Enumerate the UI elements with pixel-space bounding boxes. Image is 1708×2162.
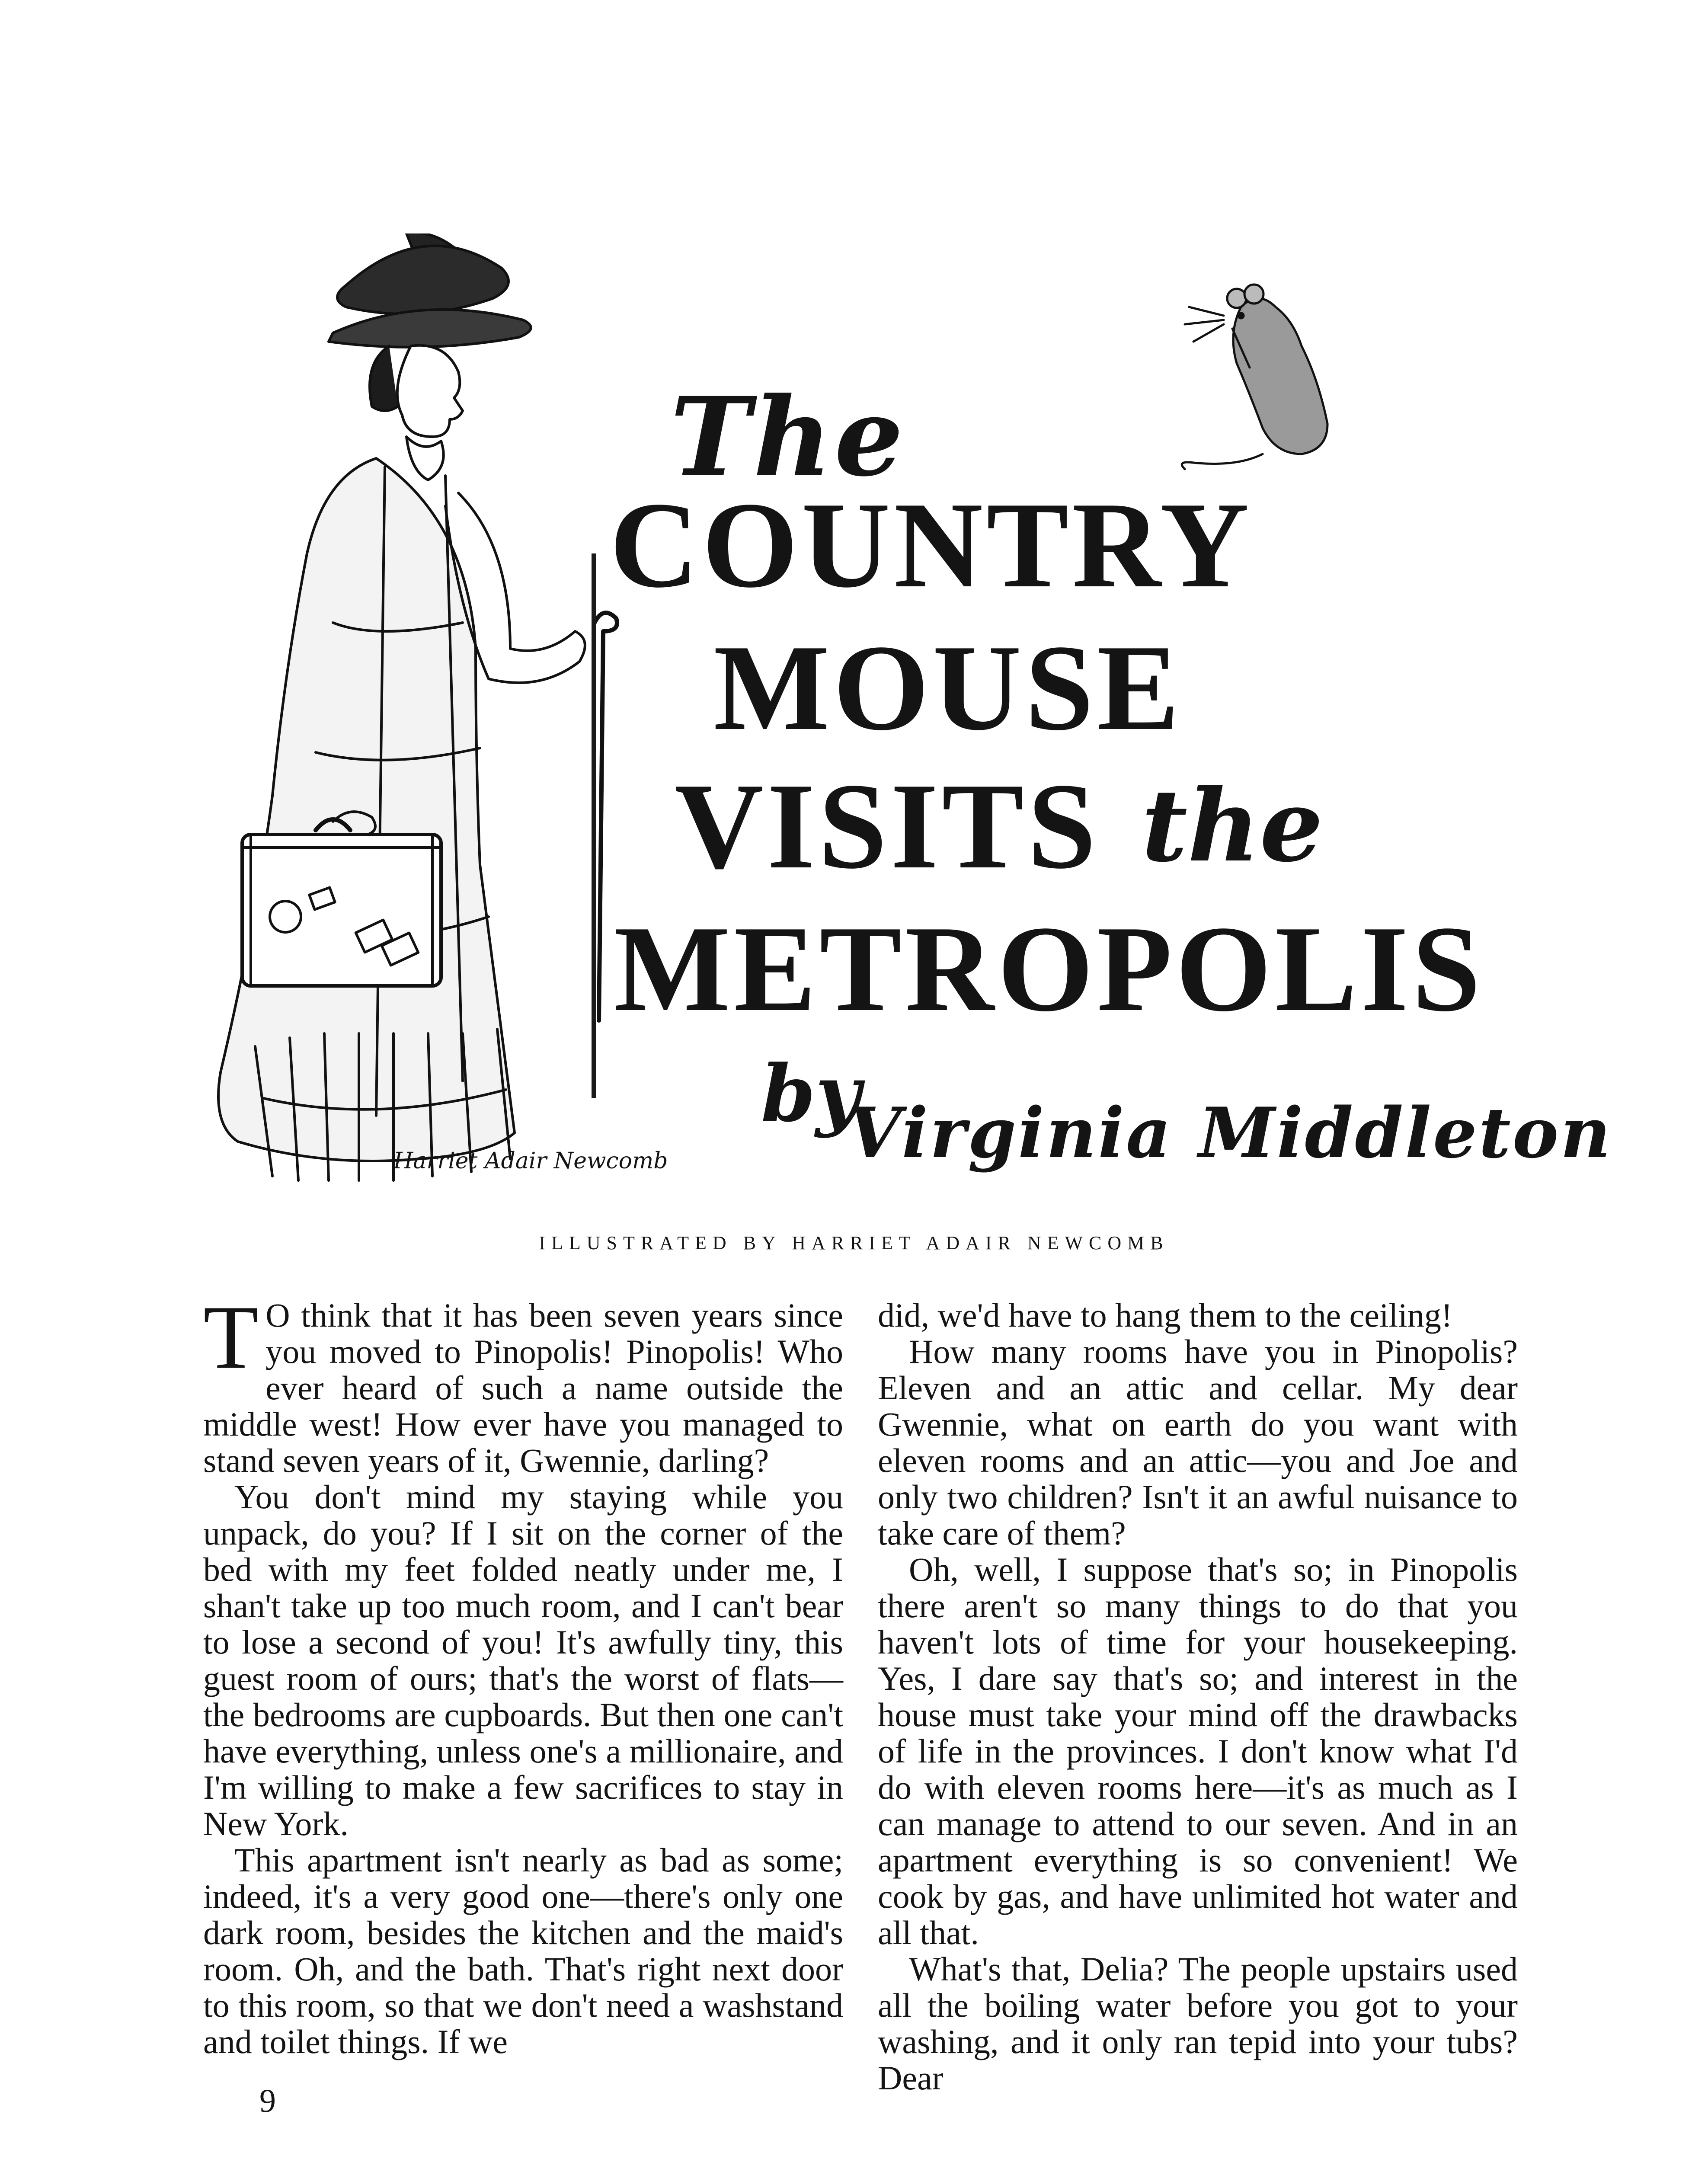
paragraph: How many rooms have you in Pinopolis? Eleven and an attic and cellar. My dear Gwennie, what on earth do you want with eleven rooms and an attic—you and Joe and only two children? Isn't it an awful nuisance to take care of them? [878, 1333, 1518, 1552]
paragraph: What's that, Delia? The people upstairs used all the boiling water before you got to your washing, and it only ran tepid into your tubs? Dear [878, 1950, 1518, 2097]
title-the-script: the [1142, 768, 1323, 884]
paragraph: Oh, well, I suppose that's so; in Pinopolis there aren't so many things to do that you haven't lots of time for your housekeeping. Yes, I dare say that's so; and interest in the house must take your mind off the drawbacks of life in the provinces. I don't know what I'd do with eleven rooms here—it's as much as I can manage to attend to our seven. And in an apartment everything is so convenient! We cook by gas, and have unlimited hot water and all that. [878, 1551, 1518, 1951]
illustrator-signature: Harriet Adair Newcomb [393, 1148, 668, 1174]
title-line-visits: VISITS [675, 758, 1100, 894]
drop-cap: T [203, 1287, 259, 1388]
title-rule [592, 553, 596, 1098]
paragraph [203, 1287, 843, 1479]
byline-by: by [761, 1048, 861, 1139]
title-the: The [670, 373, 906, 500]
paragraph: You don't mind my staying while you unpack, do you? If I sit on the corner of the bed with my feet folded neatly under me, I shan't take up too much room, and I can't bear to lose a second of you! It's awfully tiny, this guest room of ours; that's the worst of flats—the bedrooms are cupboards. But then one can't have everything, unless one's a millionaire, and I'm willing to make a few sacrifices to stay in New York. [203, 1478, 843, 1842]
paragraph-text: O think that it has been seven years since you moved to Pinopolis! Pinopolis! Who ever heard of such a name outside the middle west! How ever have you managed to stand seven years of it, Gwennie, darling? [203, 1296, 843, 1479]
article-column-left [203, 1287, 843, 2060]
mouse-illustration [1176, 281, 1379, 484]
page-number: 9 [259, 2083, 276, 2119]
paragraph: This apartment isn't nearly as bad as some; indeed, it's a very good one—there's only one dark room, besides the kitchen and the maid's room. Oh, and the bath. That's right next door to this room, so that we don't need a washstand and toilet things. If we [203, 1841, 843, 2060]
title-line-country: COUNTRY [610, 477, 1253, 613]
title-line-metropolis: METROPOLIS [614, 900, 1484, 1037]
paragraph: did, we'd have to hang them to the ceiling! [878, 1296, 1452, 1334]
woman-with-suitcase-illustration [203, 233, 653, 1219]
illustration-credit: ILLUSTRATED BY HARRIET ADAIR NEWCOMB [539, 1232, 1169, 1254]
article-column-right [878, 1297, 1518, 2096]
author-name: Virginia Middleton [848, 1092, 1612, 1174]
title-line-mouse: MOUSE [713, 619, 1183, 756]
